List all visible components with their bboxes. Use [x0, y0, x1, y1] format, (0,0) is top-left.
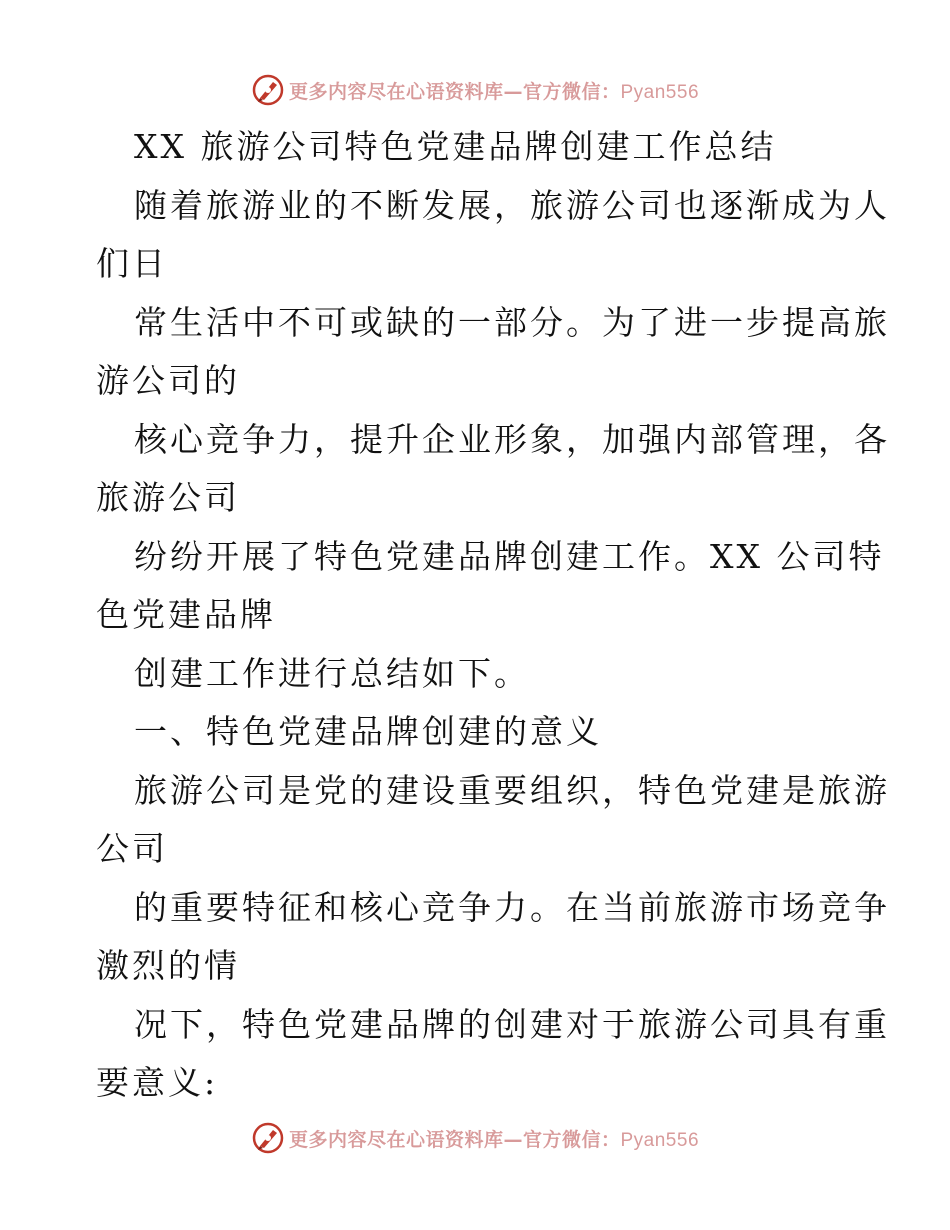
- paragraph-line: 核心竞争力，提升企业形象，加强内部管理，各: [134, 419, 890, 459]
- header-banner: [0, 70, 950, 110]
- paragraph-line: 色党建品牌: [96, 595, 276, 634]
- document-title: XX 旅游公司特色党建品牌创建工作总结: [134, 127, 777, 166]
- paragraph-line: 况下，特色党建品牌的创建对于旅游公司具有重: [134, 1004, 890, 1044]
- paragraph-line: 旅游公司: [96, 478, 240, 517]
- paragraph-line: 纷纷开展了特色党建品牌创建工作。XX 公司特: [134, 536, 885, 576]
- pen-logo-icon: [251, 1121, 285, 1155]
- pen-logo-icon: [251, 73, 285, 107]
- paragraph-line: 常生活中不可或缺的一部分。为了进一步提高旅: [134, 302, 890, 342]
- paragraph-line: 激烈的情: [96, 946, 240, 985]
- paragraph-line: 要意义:: [96, 1063, 219, 1102]
- paragraph-line: 一、特色党建品牌创建的意义: [134, 712, 602, 751]
- paragraph-line: 旅游公司是党的建设重要组织，特色党建是旅游: [134, 770, 890, 810]
- paragraph-line: 们日: [96, 244, 168, 283]
- footer-banner: [0, 1118, 950, 1158]
- paragraph-line: 创建工作进行总结如下。: [134, 653, 530, 693]
- paragraph-line: 公司: [96, 829, 168, 868]
- paragraph-line: 随着旅游业的不断发展，旅游公司也逐渐成为人: [134, 185, 890, 225]
- header-banner-text: 更多内容尽在心语资料库—官方微信：Pyan556: [288, 80, 700, 103]
- footer-banner-text: 更多内容尽在心语资料库—官方微信：Pyan556: [288, 1128, 700, 1151]
- paragraph-line: 的重要特征和核心竞争力。在当前旅游市场竞争: [134, 887, 890, 927]
- document-body: [96, 118, 890, 1113]
- paragraph-line: 游公司的: [96, 361, 240, 400]
